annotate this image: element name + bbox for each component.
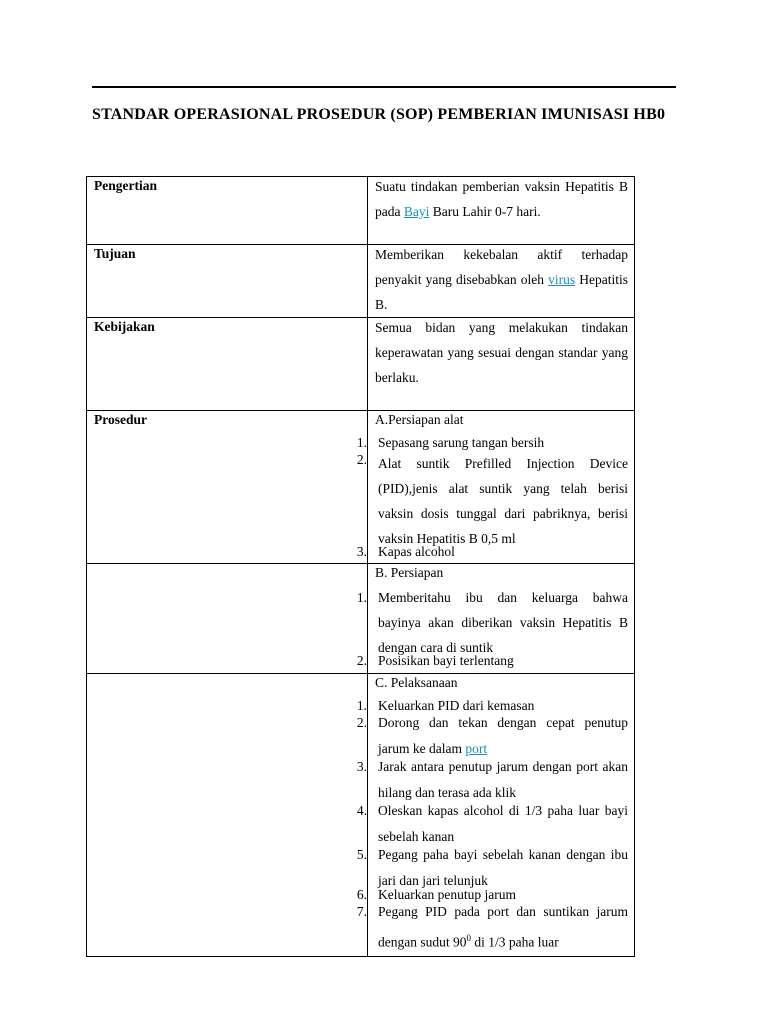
section-b-heading: B. Persiapan <box>375 565 444 580</box>
table-row <box>87 245 635 318</box>
row-value-pengertian <box>368 177 635 245</box>
top-rule <box>92 86 676 88</box>
list-item: 4. Oleskan kapas alcohol di 1/3 paha luar bayi sebelah kanan <box>356 803 628 844</box>
section-a-heading: A.Persiapan alat <box>375 412 464 427</box>
list-item: 1. Memberitahu ibu dan keluarga bahwa bayinya akan diberikan vaksin Hepatitis B dengan cara di suntik <box>356 590 628 655</box>
bayi-link[interactable]: Bayi <box>403 204 430 219</box>
section-b-cell <box>356 564 635 674</box>
row-label-prosedur: Prosedur <box>87 411 368 564</box>
row-value-kebijakan <box>368 318 635 411</box>
tujuan-text-end: Hepatitis B. <box>375 272 628 312</box>
table-row <box>87 411 635 564</box>
list-item: 7. Pegang PID pada port dan suntikan jarum dengan sudut $90^0$ di 1/3 paha luar <box>356 904 628 950</box>
list-item: 1. Keluarkan PID dari kemasan <box>356 698 535 713</box>
table-row <box>87 564 635 674</box>
list-item: 6. Keluarkan penutup jarum <box>356 887 516 902</box>
empty-label-c <box>87 674 368 957</box>
list-item: 1. Sepasang sarung tangan bersih <box>356 435 545 450</box>
table-row <box>87 674 635 957</box>
row-label-tujuan: Tujuan <box>87 245 368 318</box>
sop-table <box>86 176 635 957</box>
list-item: 3. Kapas alcohol <box>356 544 455 559</box>
table-row <box>87 318 635 411</box>
list-item: 2. Posisikan bayi terlentang <box>356 653 514 668</box>
virus-link[interactable]: virus <box>548 272 576 287</box>
page-title: STANDAR OPERASIONAL PROSEDUR (SOP) PEMBERIAN IMUNISASI HB0 <box>92 106 666 123</box>
section-a-cell <box>356 411 635 564</box>
section-c-heading: C. Pelaksanaan <box>375 675 458 690</box>
list-item: 3. Jarak antara penutup jarum dengan port akan hilang dan terasa ada klik <box>356 759 628 800</box>
section-c-cell <box>356 674 635 957</box>
row-label-kebijakan: Kebijakan <box>87 318 368 411</box>
pengertian-text-end: Baru Lahir 0-7 hari. <box>429 204 541 219</box>
list-item: 2. Alat suntik Prefilled Injection Device (PID),jenis alat suntik yang telah berisi vaksin dosis tunggal dari pabriknya, berisi vaksin Hepatitis B 0,5 ml <box>356 452 628 546</box>
row-label-pengertian: Pengertian <box>87 177 368 245</box>
list-item: 5. Pegang paha bayi sebelah kanan dengan ibu jari dan jari telunjuk <box>356 847 628 888</box>
tujuan-text: Memberikan kekebalan aktif terhadap penyakit yang disebabkan oleh <box>375 247 628 287</box>
empty-label-b <box>87 564 368 674</box>
row-value-tujuan <box>368 245 635 318</box>
pengertian-text: Suatu tindakan pemberian vaksin Hepatitis B pada <box>375 179 628 219</box>
port-link[interactable]: port <box>465 741 488 756</box>
list-item: 2. Dorong dan tekan dengan cepat penutup jarum ke dalam port <box>356 715 628 756</box>
table-row <box>87 177 635 245</box>
kebijakan-text: Semua bidan yang melakukan tindakan keperawatan yang sesuai dengan standar yang berlaku. <box>375 320 628 385</box>
